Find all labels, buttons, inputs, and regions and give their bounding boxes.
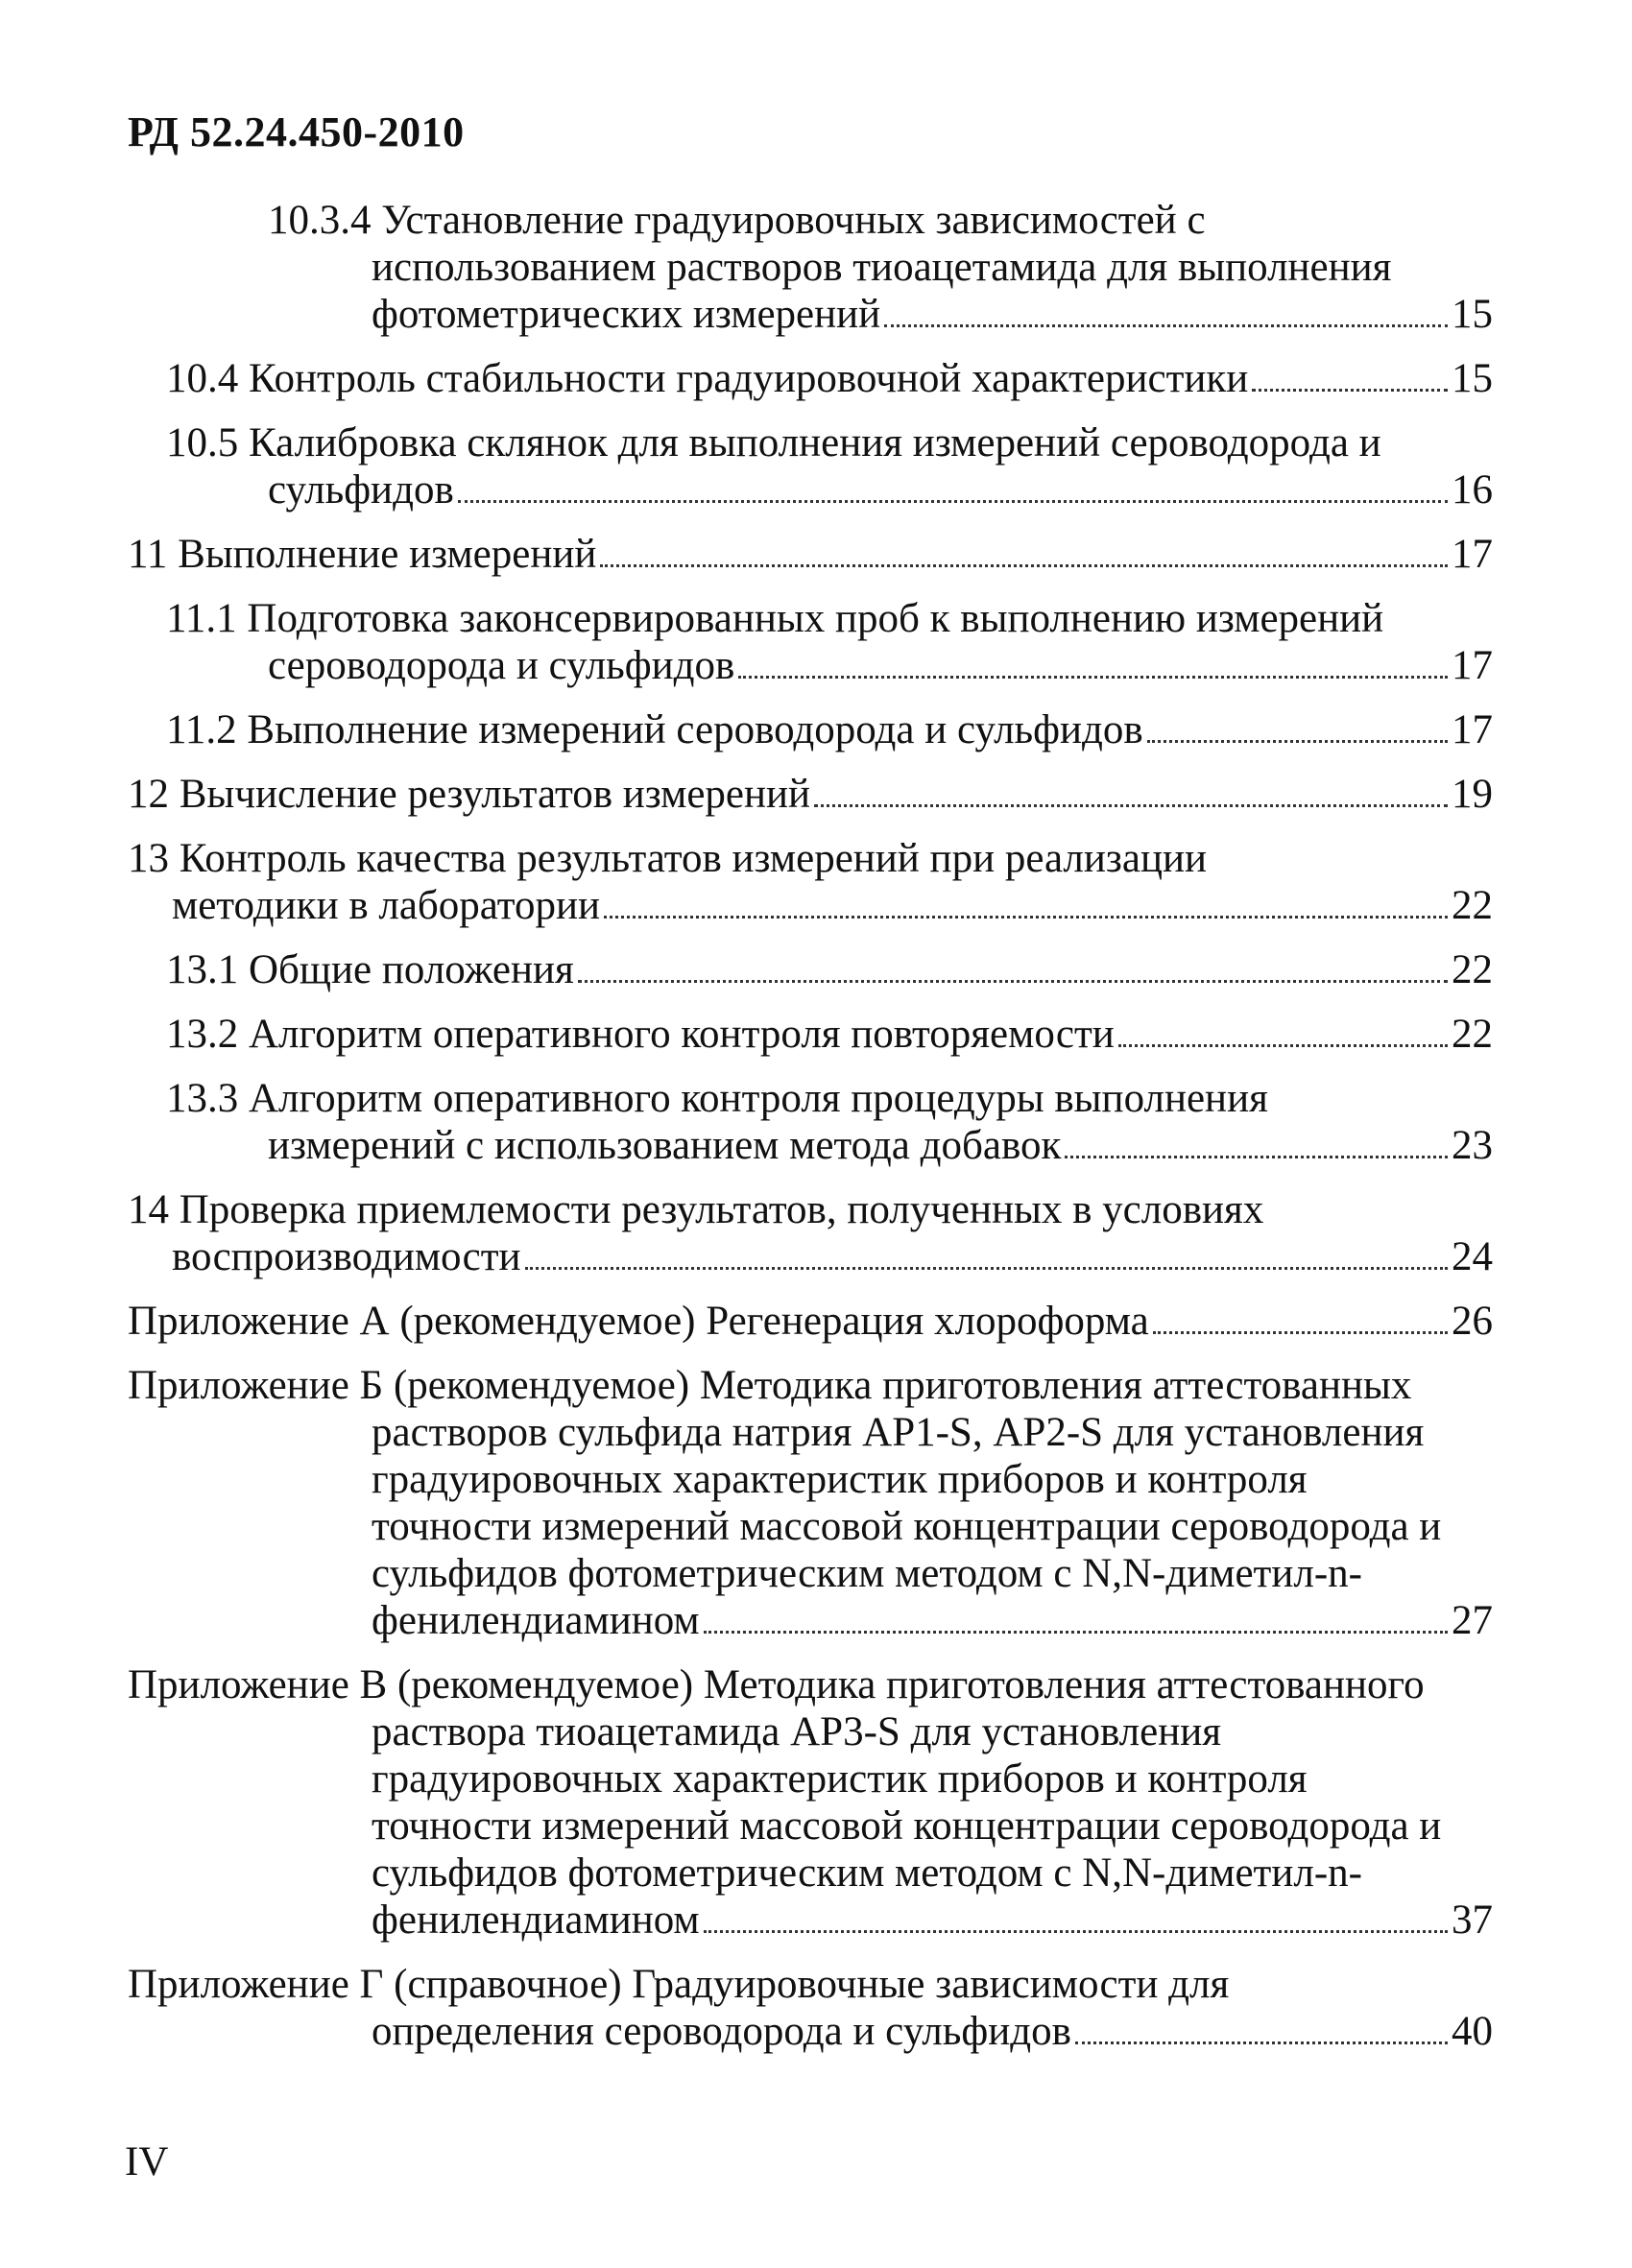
toc-page-number: 37 xyxy=(1452,1898,1493,1943)
toc-entry-text: фенилендиамином xyxy=(372,1898,700,1943)
toc-page-number: 16 xyxy=(1452,467,1493,513)
toc-entry-line xyxy=(128,1075,1493,1122)
toc-entry-text: 11.2 Выполнение измерений сероводорода и сульфидов xyxy=(166,707,1143,752)
toc-entry-line xyxy=(128,1708,1493,1755)
toc-entry-text: 10.4 Контроль стабильности градуировочной характеристики xyxy=(166,356,1249,401)
dot-leader xyxy=(604,916,1448,919)
toc-entry-text: 13.3 Алгоритм оперативного контроля процедуры выполнения xyxy=(166,1076,1268,1121)
toc-page-number: 15 xyxy=(1452,292,1493,337)
dot-leader xyxy=(738,676,1448,679)
toc-entry-line xyxy=(128,1409,1493,1456)
toc-entry-text: сульфидов фотометрическим методом с N,N-диметил-n- xyxy=(372,1551,1362,1596)
toc-entry[interactable] xyxy=(128,531,1493,578)
toc-entry[interactable] xyxy=(128,771,1493,818)
toc-entry[interactable] xyxy=(128,1298,1493,1345)
dot-leader xyxy=(1118,1044,1448,1047)
toc-entry-text: 10.3.4 Установление градуировочных зависимостей с xyxy=(268,198,1206,243)
toc-entry-text: 13 Контроль качества результатов измерений при реализации xyxy=(128,836,1207,881)
toc-entry-line xyxy=(128,835,1493,882)
dot-leader xyxy=(884,324,1448,327)
toc-page-number: 22 xyxy=(1452,883,1493,928)
dot-leader xyxy=(1065,1156,1448,1158)
toc-page-number: 17 xyxy=(1452,532,1493,577)
toc-entry-line xyxy=(128,595,1493,642)
toc-entry-text: точности измерений массовой концентрации сероводорода и xyxy=(372,1803,1442,1849)
toc-page-number: 23 xyxy=(1452,1123,1493,1168)
toc-entry[interactable] xyxy=(128,946,1493,993)
toc-entry-text: 12 Вычисление результатов измерений xyxy=(128,772,811,817)
toc-entry-line xyxy=(128,1802,1493,1850)
toc-entry-line xyxy=(128,1233,1493,1280)
toc-entry-line xyxy=(128,1850,1493,1897)
toc-entry-line xyxy=(128,706,1493,753)
toc-page-number: 15 xyxy=(1452,356,1493,401)
toc-entry-text: сероводорода и сульфидов xyxy=(268,643,735,688)
toc-page-number: 22 xyxy=(1452,947,1493,992)
toc-entry-text: фенилендиамином xyxy=(372,1598,700,1643)
toc-entry-line xyxy=(128,1961,1493,2008)
toc-entry-line xyxy=(128,419,1493,466)
toc-entry-line xyxy=(128,1186,1493,1233)
table-of-contents xyxy=(128,197,1493,2055)
toc-entry-line xyxy=(128,1897,1493,1944)
toc-entry-text: измерений с использованием метода добавок xyxy=(268,1123,1062,1168)
toc-entry-line xyxy=(128,1503,1493,1550)
toc-entry-line xyxy=(128,1362,1493,1409)
dot-leader xyxy=(1147,740,1448,743)
toc-entry-line xyxy=(128,642,1493,689)
toc-page-number: 27 xyxy=(1452,1598,1493,1643)
toc-page-number: 17 xyxy=(1452,707,1493,752)
toc-entry-line xyxy=(128,531,1493,578)
toc-entry-text: градуировочных характеристик приборов и контроля xyxy=(372,1756,1308,1802)
toc-entry-line xyxy=(128,882,1493,929)
toc-entry-line xyxy=(128,1597,1493,1644)
toc-entry-text: 13.2 Алгоритм оперативного контроля повторяемости xyxy=(166,1012,1115,1057)
toc-entry-text: градуировочных характеристик приборов и контроля xyxy=(372,1457,1308,1502)
toc-entry-text: растворов сульфида натрия АР1-S, АР2-S для установления xyxy=(372,1410,1425,1455)
toc-entry-line xyxy=(128,1298,1493,1345)
toc-entry-text: методики в лаборатории xyxy=(172,883,601,928)
dot-leader xyxy=(600,564,1448,567)
toc-entry[interactable] xyxy=(128,1961,1493,2055)
toc-entry-line xyxy=(128,771,1493,818)
dot-leader xyxy=(525,1267,1448,1270)
toc-entry-line xyxy=(128,1661,1493,1708)
toc-entry-text: 11.1 Подготовка законсервированных проб к выполнению измерений xyxy=(166,596,1384,641)
toc-entry-line xyxy=(128,291,1493,338)
toc-entry[interactable] xyxy=(128,1362,1493,1644)
toc-entry[interactable] xyxy=(128,1661,1493,1944)
toc-page-number: 17 xyxy=(1452,643,1493,688)
toc-entry[interactable] xyxy=(128,197,1493,338)
toc-entry-text: фотометрических измерений xyxy=(372,292,881,337)
toc-entry-line xyxy=(128,197,1493,244)
toc-entry-text: 10.5 Калибровка склянок для выполнения измерений сероводорода и xyxy=(166,420,1381,466)
dot-leader xyxy=(578,980,1448,983)
toc-entry-line xyxy=(128,946,1493,993)
toc-entry[interactable] xyxy=(128,835,1493,929)
toc-entry-text: Приложение А (рекомендуемое) Регенерация хлороформа xyxy=(128,1299,1149,1344)
toc-page-number: 19 xyxy=(1452,772,1493,817)
toc-entry[interactable] xyxy=(128,419,1493,513)
toc-entry-text: сульфидов фотометрическим методом с N,N-диметил-n- xyxy=(372,1850,1362,1896)
toc-entry[interactable] xyxy=(128,595,1493,689)
toc-entry-line xyxy=(128,1011,1493,1058)
dot-leader xyxy=(704,1930,1448,1933)
toc-entry-line xyxy=(128,1456,1493,1503)
toc-entry-text: 14 Проверка приемлемости результатов, полученных в условиях xyxy=(128,1187,1264,1232)
toc-entry-text: использованием растворов тиоацетамида для выполнения xyxy=(372,245,1392,290)
dot-leader xyxy=(704,1631,1448,1634)
toc-entry-line xyxy=(128,466,1493,513)
toc-entry-text: Приложение Б (рекомендуемое) Методика приготовления аттестованных xyxy=(128,1363,1412,1408)
toc-entry-text: 13.1 Общие положения xyxy=(166,947,574,992)
dot-leader xyxy=(1153,1331,1448,1334)
toc-entry-text: 11 Выполнение измерений xyxy=(128,532,597,577)
dot-leader xyxy=(458,500,1448,503)
page-number: IV xyxy=(125,2139,169,2184)
toc-entry-line xyxy=(128,1755,1493,1802)
document-code: РД 52.24.450-2010 xyxy=(128,108,465,155)
toc-entry-text: Приложение В (рекомендуемое) Методика приготовления аттестованного xyxy=(128,1662,1425,1707)
toc-entry-line xyxy=(128,2008,1493,2055)
toc-entry-text: Приложение Г (справочное) Градуировочные зависимости для xyxy=(128,1962,1230,2007)
toc-page-number: 24 xyxy=(1452,1234,1493,1279)
toc-entry-line xyxy=(128,355,1493,402)
toc-entry[interactable] xyxy=(128,706,1493,753)
toc-entry[interactable] xyxy=(128,355,1493,402)
toc-entry-line xyxy=(128,1550,1493,1597)
toc-entry[interactable] xyxy=(128,1011,1493,1058)
toc-entry-text: точности измерений массовой концентрации сероводорода и xyxy=(372,1504,1442,1549)
toc-entry-text: раствора тиоацетамида АР3-S для установления xyxy=(372,1709,1222,1755)
toc-entry[interactable] xyxy=(128,1186,1493,1280)
toc-entry-text: сульфидов xyxy=(268,467,454,513)
toc-entry-text: воспроизводимости xyxy=(172,1234,521,1279)
toc-entry-line xyxy=(128,244,1493,291)
toc-entry-text: определения сероводорода и сульфидов xyxy=(372,2009,1071,2054)
dot-leader xyxy=(1075,2041,1448,2044)
dot-leader xyxy=(1252,389,1448,392)
toc-page-number: 26 xyxy=(1452,1299,1493,1344)
dot-leader xyxy=(814,804,1448,807)
toc-page-number: 22 xyxy=(1452,1012,1493,1057)
toc-page-number: 40 xyxy=(1452,2009,1493,2054)
toc-entry[interactable] xyxy=(128,1075,1493,1169)
toc-entry-line xyxy=(128,1122,1493,1169)
